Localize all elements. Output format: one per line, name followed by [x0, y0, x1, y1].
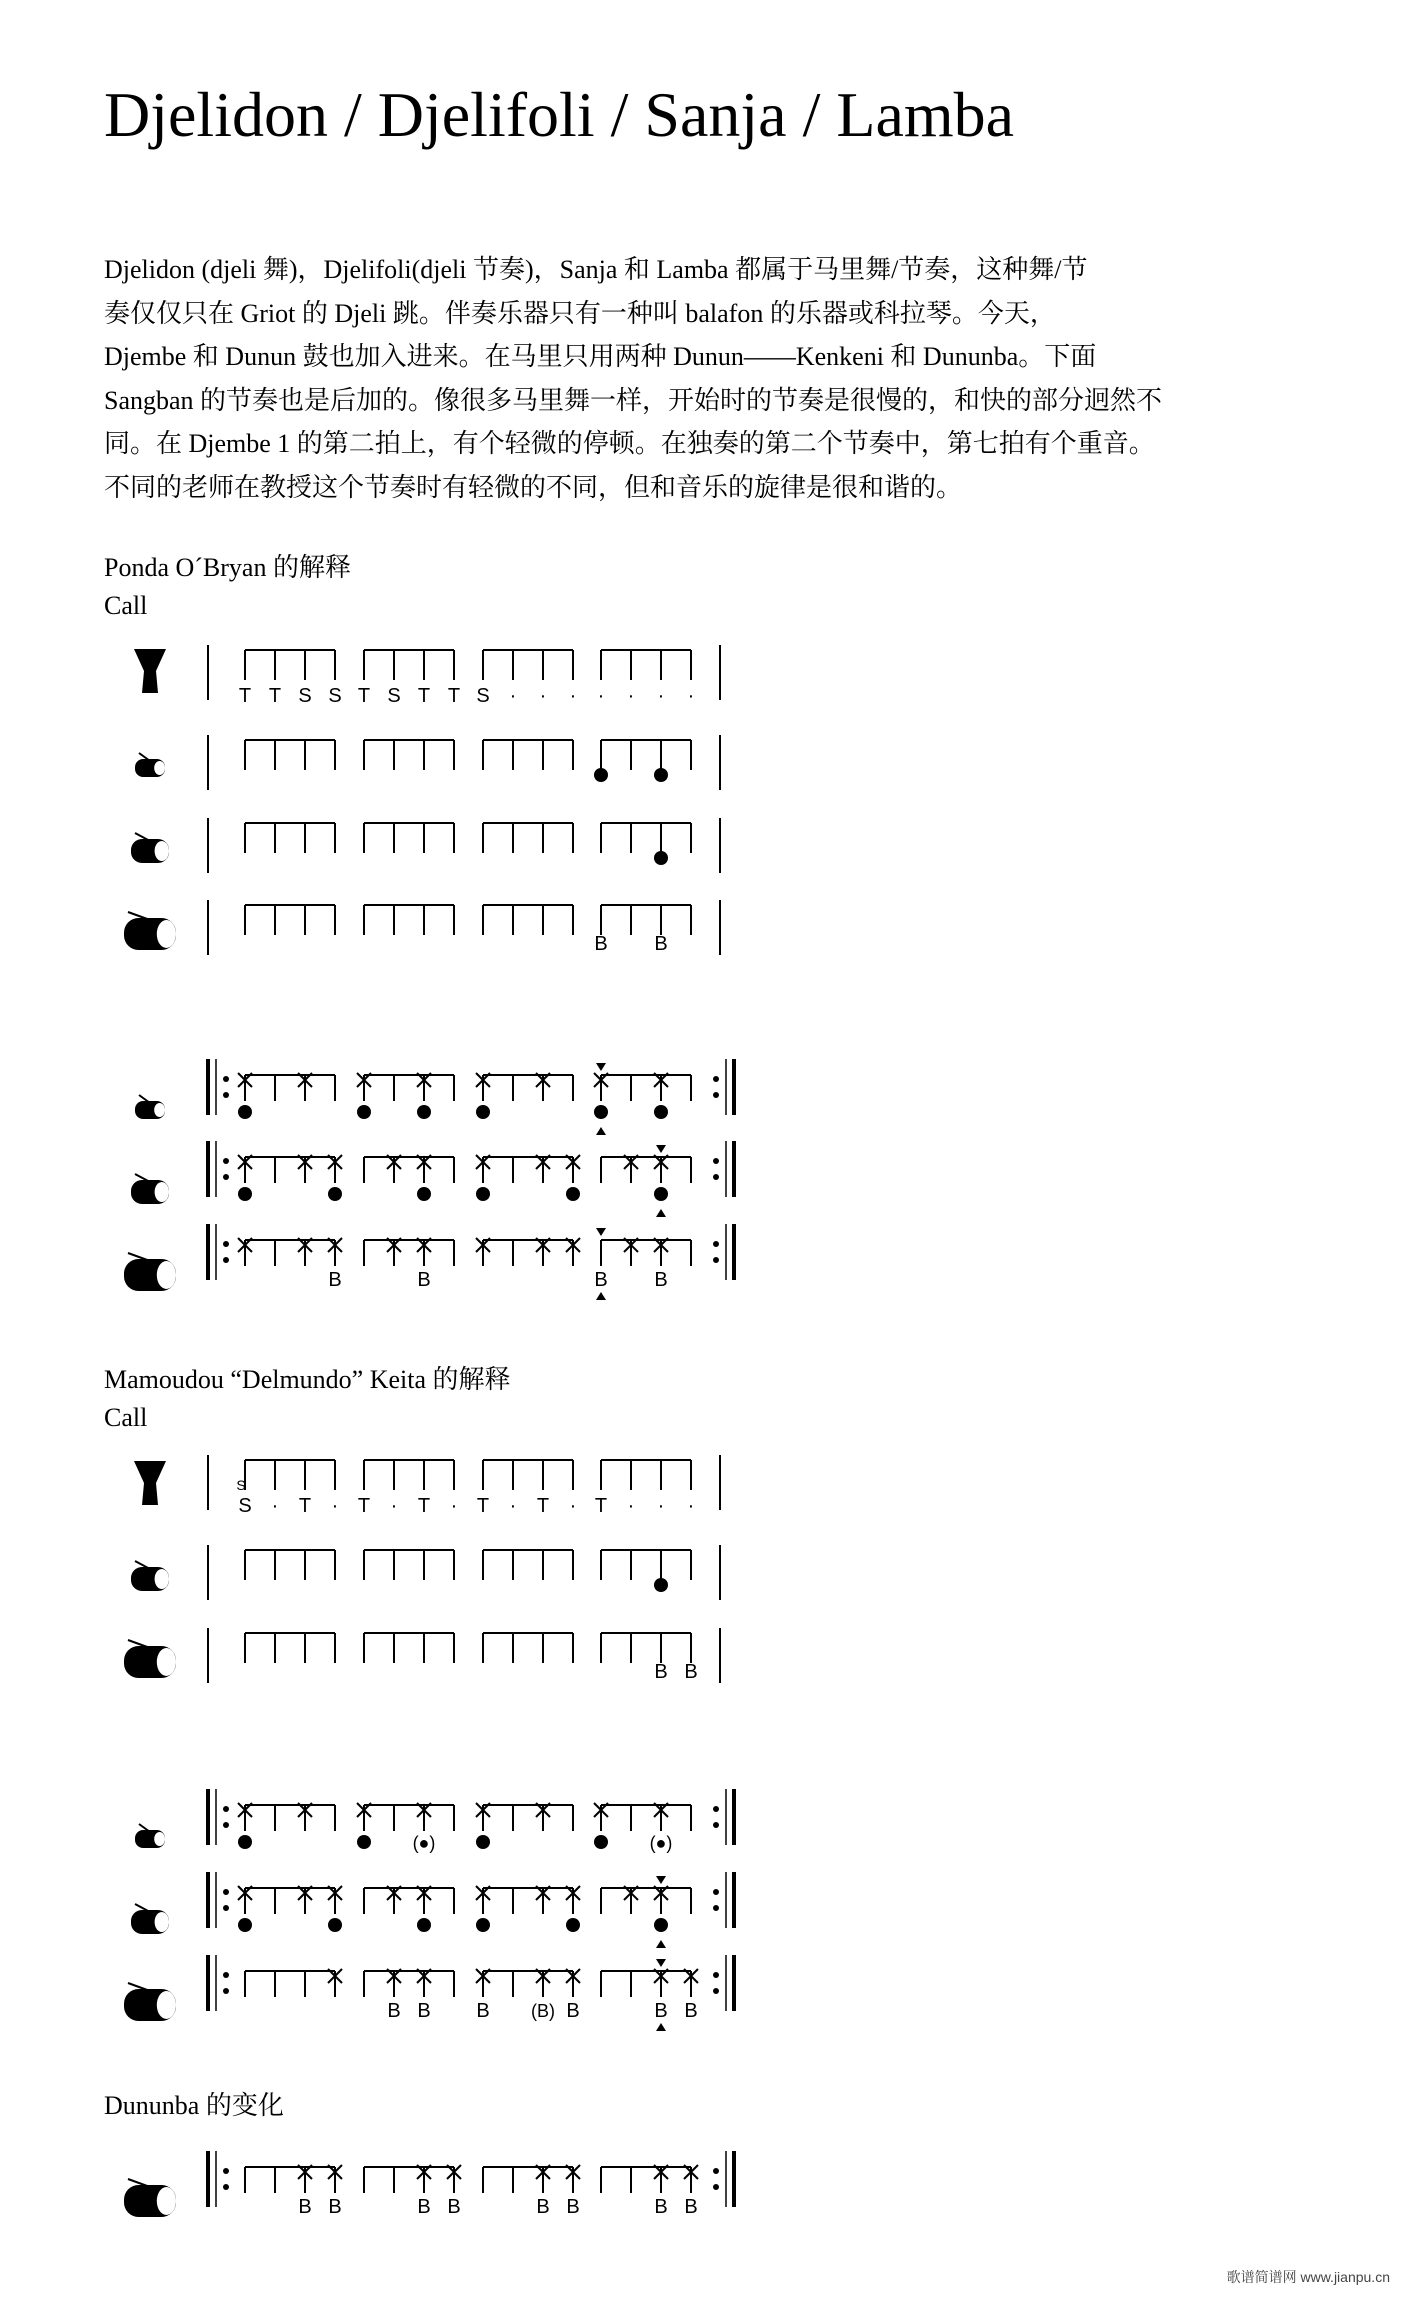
- bass-note: B: [387, 2000, 401, 2022]
- call-note: T: [447, 685, 461, 707]
- kenkeni-icon-head: [154, 761, 165, 775]
- call-note: T: [357, 685, 371, 707]
- bass-note: B: [536, 2196, 550, 2218]
- repeat-dot: [223, 1822, 229, 1828]
- repeat-dot: [713, 1889, 719, 1895]
- accent-marker: [656, 1876, 666, 1884]
- stroke-dot: [566, 1918, 580, 1932]
- call-label-mamoudou: Call: [104, 1403, 148, 1432]
- stroke-dot: [238, 1918, 252, 1932]
- accent-marker: [656, 2023, 666, 2031]
- call-note: S: [476, 685, 490, 707]
- stroke-dot: [417, 1187, 431, 1201]
- repeat-dot: [713, 1076, 719, 1082]
- sangban-icon-head: [155, 1182, 169, 1202]
- dununba-icon-head: [157, 1991, 176, 2019]
- call-note: S: [387, 685, 401, 707]
- bass-note: B: [594, 1269, 608, 1291]
- repeat-dot: [713, 1806, 719, 1812]
- bass-note: B: [328, 1269, 342, 1291]
- repeat-dot: [713, 1092, 719, 1098]
- call-note: ·: [569, 685, 577, 707]
- repeat-dot: [223, 1806, 229, 1812]
- stroke-dot: [328, 1918, 342, 1932]
- repeat-dot: [223, 1988, 229, 1994]
- call-note: T: [357, 1495, 371, 1517]
- accent-marker: [656, 1940, 666, 1948]
- call-note: ·: [509, 685, 517, 707]
- stroke-dot: [238, 1187, 252, 1201]
- call-note: ·: [271, 1495, 279, 1517]
- dununba-icon-head: [157, 2187, 176, 2215]
- bass-note: B: [417, 2196, 431, 2218]
- call-note: ·: [450, 1495, 458, 1517]
- bass-note: B: [654, 2196, 668, 2218]
- stroke-dot: [566, 1187, 580, 1201]
- call-note: ·: [657, 1495, 665, 1517]
- sangban-icon-head: [155, 1569, 169, 1589]
- repeat-dot: [223, 1092, 229, 1098]
- section-heading-mamoudou: Mamoudou “Delmundo” Keita 的解释: [104, 1365, 511, 1394]
- repeat-dot: [713, 1822, 719, 1828]
- bass-note: B: [654, 933, 668, 955]
- accent-marker: [596, 1292, 606, 1300]
- bass-note: B: [684, 1661, 698, 1683]
- stroke-dot: [654, 1578, 668, 1592]
- intro-line: 奏仅仅只在 Griot 的 Djeli 跳。伴奏乐器只有一种叫 balafon 的乐器或科拉琴。今天，: [104, 298, 1056, 328]
- call-note: ·: [657, 685, 665, 707]
- call-note: S: [238, 1495, 252, 1517]
- stroke-dot: [594, 768, 608, 782]
- call-note: T: [417, 685, 431, 707]
- stroke-dot: [594, 1835, 608, 1849]
- repeat-dot: [713, 1158, 719, 1164]
- repeat-dot: [223, 1076, 229, 1082]
- call-note: ·: [627, 1495, 635, 1517]
- repeat-dot: [223, 1257, 229, 1263]
- repeat-dot: [713, 2168, 719, 2174]
- dununba-icon-head: [157, 920, 176, 948]
- sangban-icon-head: [155, 1912, 169, 1932]
- stroke-dot: [594, 1105, 608, 1119]
- call-note: ·: [627, 685, 635, 707]
- stroke-dot: [654, 1187, 668, 1201]
- kenkeni-icon-head: [154, 1103, 165, 1117]
- call-note: T: [536, 1495, 550, 1517]
- intro-line: Djembe 和 Dunun 鼓也加入进来。在马里只用两种 Dunun——Kenkeni 和 Dununba。下面: [104, 342, 1097, 371]
- bass-note: B: [654, 1269, 668, 1291]
- call-note: S: [328, 685, 342, 707]
- stroke-dot: [476, 1918, 490, 1932]
- bass-note: B: [654, 1661, 668, 1683]
- accent-marker: [596, 1063, 606, 1071]
- bass-note: B: [566, 2000, 580, 2022]
- repeat-dot: [223, 1241, 229, 1247]
- intro-line: 同。在 Djembe 1 的第二拍上，有个轻微的停顿。在独奏的第二个节奏中，第七拍有个重音。: [104, 429, 1155, 458]
- bass-note: B: [684, 2000, 698, 2022]
- intro-line: 不同的老师在教授这个节奏时有轻微的不同，但和音乐的旋律是很和谐的。: [104, 472, 963, 502]
- page-title: Djelidon / Djelifoli / Sanja / Lamba: [104, 79, 1015, 150]
- ghost-note: (●): [412, 1833, 436, 1853]
- call-note: T: [594, 1495, 608, 1517]
- repeat-dot: [223, 1905, 229, 1911]
- bass-note: B: [566, 2196, 580, 2218]
- repeat-dot: [223, 1889, 229, 1895]
- repeat-dot: [713, 1988, 719, 1994]
- repeat-dot: [713, 1257, 719, 1263]
- call-note: T: [476, 1495, 490, 1517]
- accent-marker: [656, 1145, 666, 1153]
- stroke-dot: [654, 768, 668, 782]
- repeat-dot: [223, 1972, 229, 1978]
- ghost-bass-note: (B): [531, 2001, 555, 2021]
- bass-note: B: [594, 933, 608, 955]
- watermark: 歌谱简谱网 www.jianpu.cn: [1226, 2269, 1390, 2285]
- stroke-dot: [357, 1105, 371, 1119]
- accent-marker: [596, 1127, 606, 1135]
- repeat-dot: [713, 2184, 719, 2190]
- stroke-dot: [476, 1835, 490, 1849]
- stroke-dot: [238, 1105, 252, 1119]
- bass-note: B: [298, 2196, 312, 2218]
- call-note: T: [268, 685, 282, 707]
- repeat-dot: [713, 1174, 719, 1180]
- call-note: ·: [687, 685, 695, 707]
- call-note: S: [298, 685, 312, 707]
- bass-note: B: [417, 2000, 431, 2022]
- call-note: T: [417, 1495, 431, 1517]
- repeat-dot: [223, 2168, 229, 2174]
- stroke-dot: [654, 1105, 668, 1119]
- call-note: ·: [597, 685, 605, 707]
- section-heading-dununba: Dununba 的变化: [104, 2091, 284, 2120]
- ghost-note: (●): [649, 1833, 673, 1853]
- repeat-dot: [713, 1241, 719, 1247]
- call-note: ·: [687, 1495, 695, 1517]
- repeat-dot: [223, 1158, 229, 1164]
- stroke-dot: [476, 1187, 490, 1201]
- stroke-dot: [328, 1187, 342, 1201]
- stroke-dot: [417, 1105, 431, 1119]
- stroke-dot: [476, 1105, 490, 1119]
- stroke-dot: [654, 1918, 668, 1932]
- call-note: ·: [331, 1495, 339, 1517]
- kenkeni-icon-head: [154, 1832, 165, 1846]
- intro-line: Djelidon (djeli 舞)，Djelifoli(djeli 节奏)，Sanja 和 Lamba 都属于马里舞/节奏，这种舞/节: [104, 255, 1088, 284]
- call-label-ponda: Call: [104, 591, 148, 620]
- bass-note: B: [684, 2196, 698, 2218]
- call-note: ·: [569, 1495, 577, 1517]
- call-note: ·: [539, 685, 547, 707]
- call-note: ·: [509, 1495, 517, 1517]
- bass-note: B: [476, 2000, 490, 2022]
- section-heading-ponda: Ponda O´Bryan 的解释: [104, 553, 351, 582]
- call-note: ·: [390, 1495, 398, 1517]
- stroke-dot: [654, 851, 668, 865]
- stroke-dot: [238, 1835, 252, 1849]
- repeat-dot: [223, 2184, 229, 2190]
- accent-marker: [596, 1228, 606, 1236]
- dununba-icon-head: [157, 1648, 176, 1676]
- stroke-dot: [417, 1918, 431, 1932]
- djembe-icon: [134, 649, 166, 693]
- bass-note: B: [328, 2196, 342, 2218]
- intro-line: Sangban 的节奏也是后加的。像很多马里舞一样，开始时的节奏是很慢的，和快的部分迥然不: [104, 385, 1163, 415]
- bass-note: B: [654, 2000, 668, 2022]
- call-note: T: [298, 1495, 312, 1517]
- stroke-dot: [357, 1835, 371, 1849]
- djembe-icon: [134, 1461, 166, 1505]
- sangban-icon-head: [155, 841, 169, 861]
- bass-note: B: [447, 2196, 461, 2218]
- call-note: T: [238, 685, 252, 707]
- repeat-dot: [713, 1972, 719, 1978]
- accent-marker: [656, 1959, 666, 1967]
- dununba-icon-head: [157, 1261, 176, 1289]
- flam-note: S: [236, 1477, 246, 1493]
- repeat-dot: [223, 1174, 229, 1180]
- bass-note: B: [417, 1269, 431, 1291]
- repeat-dot: [713, 1905, 719, 1911]
- accent-marker: [656, 1209, 666, 1217]
